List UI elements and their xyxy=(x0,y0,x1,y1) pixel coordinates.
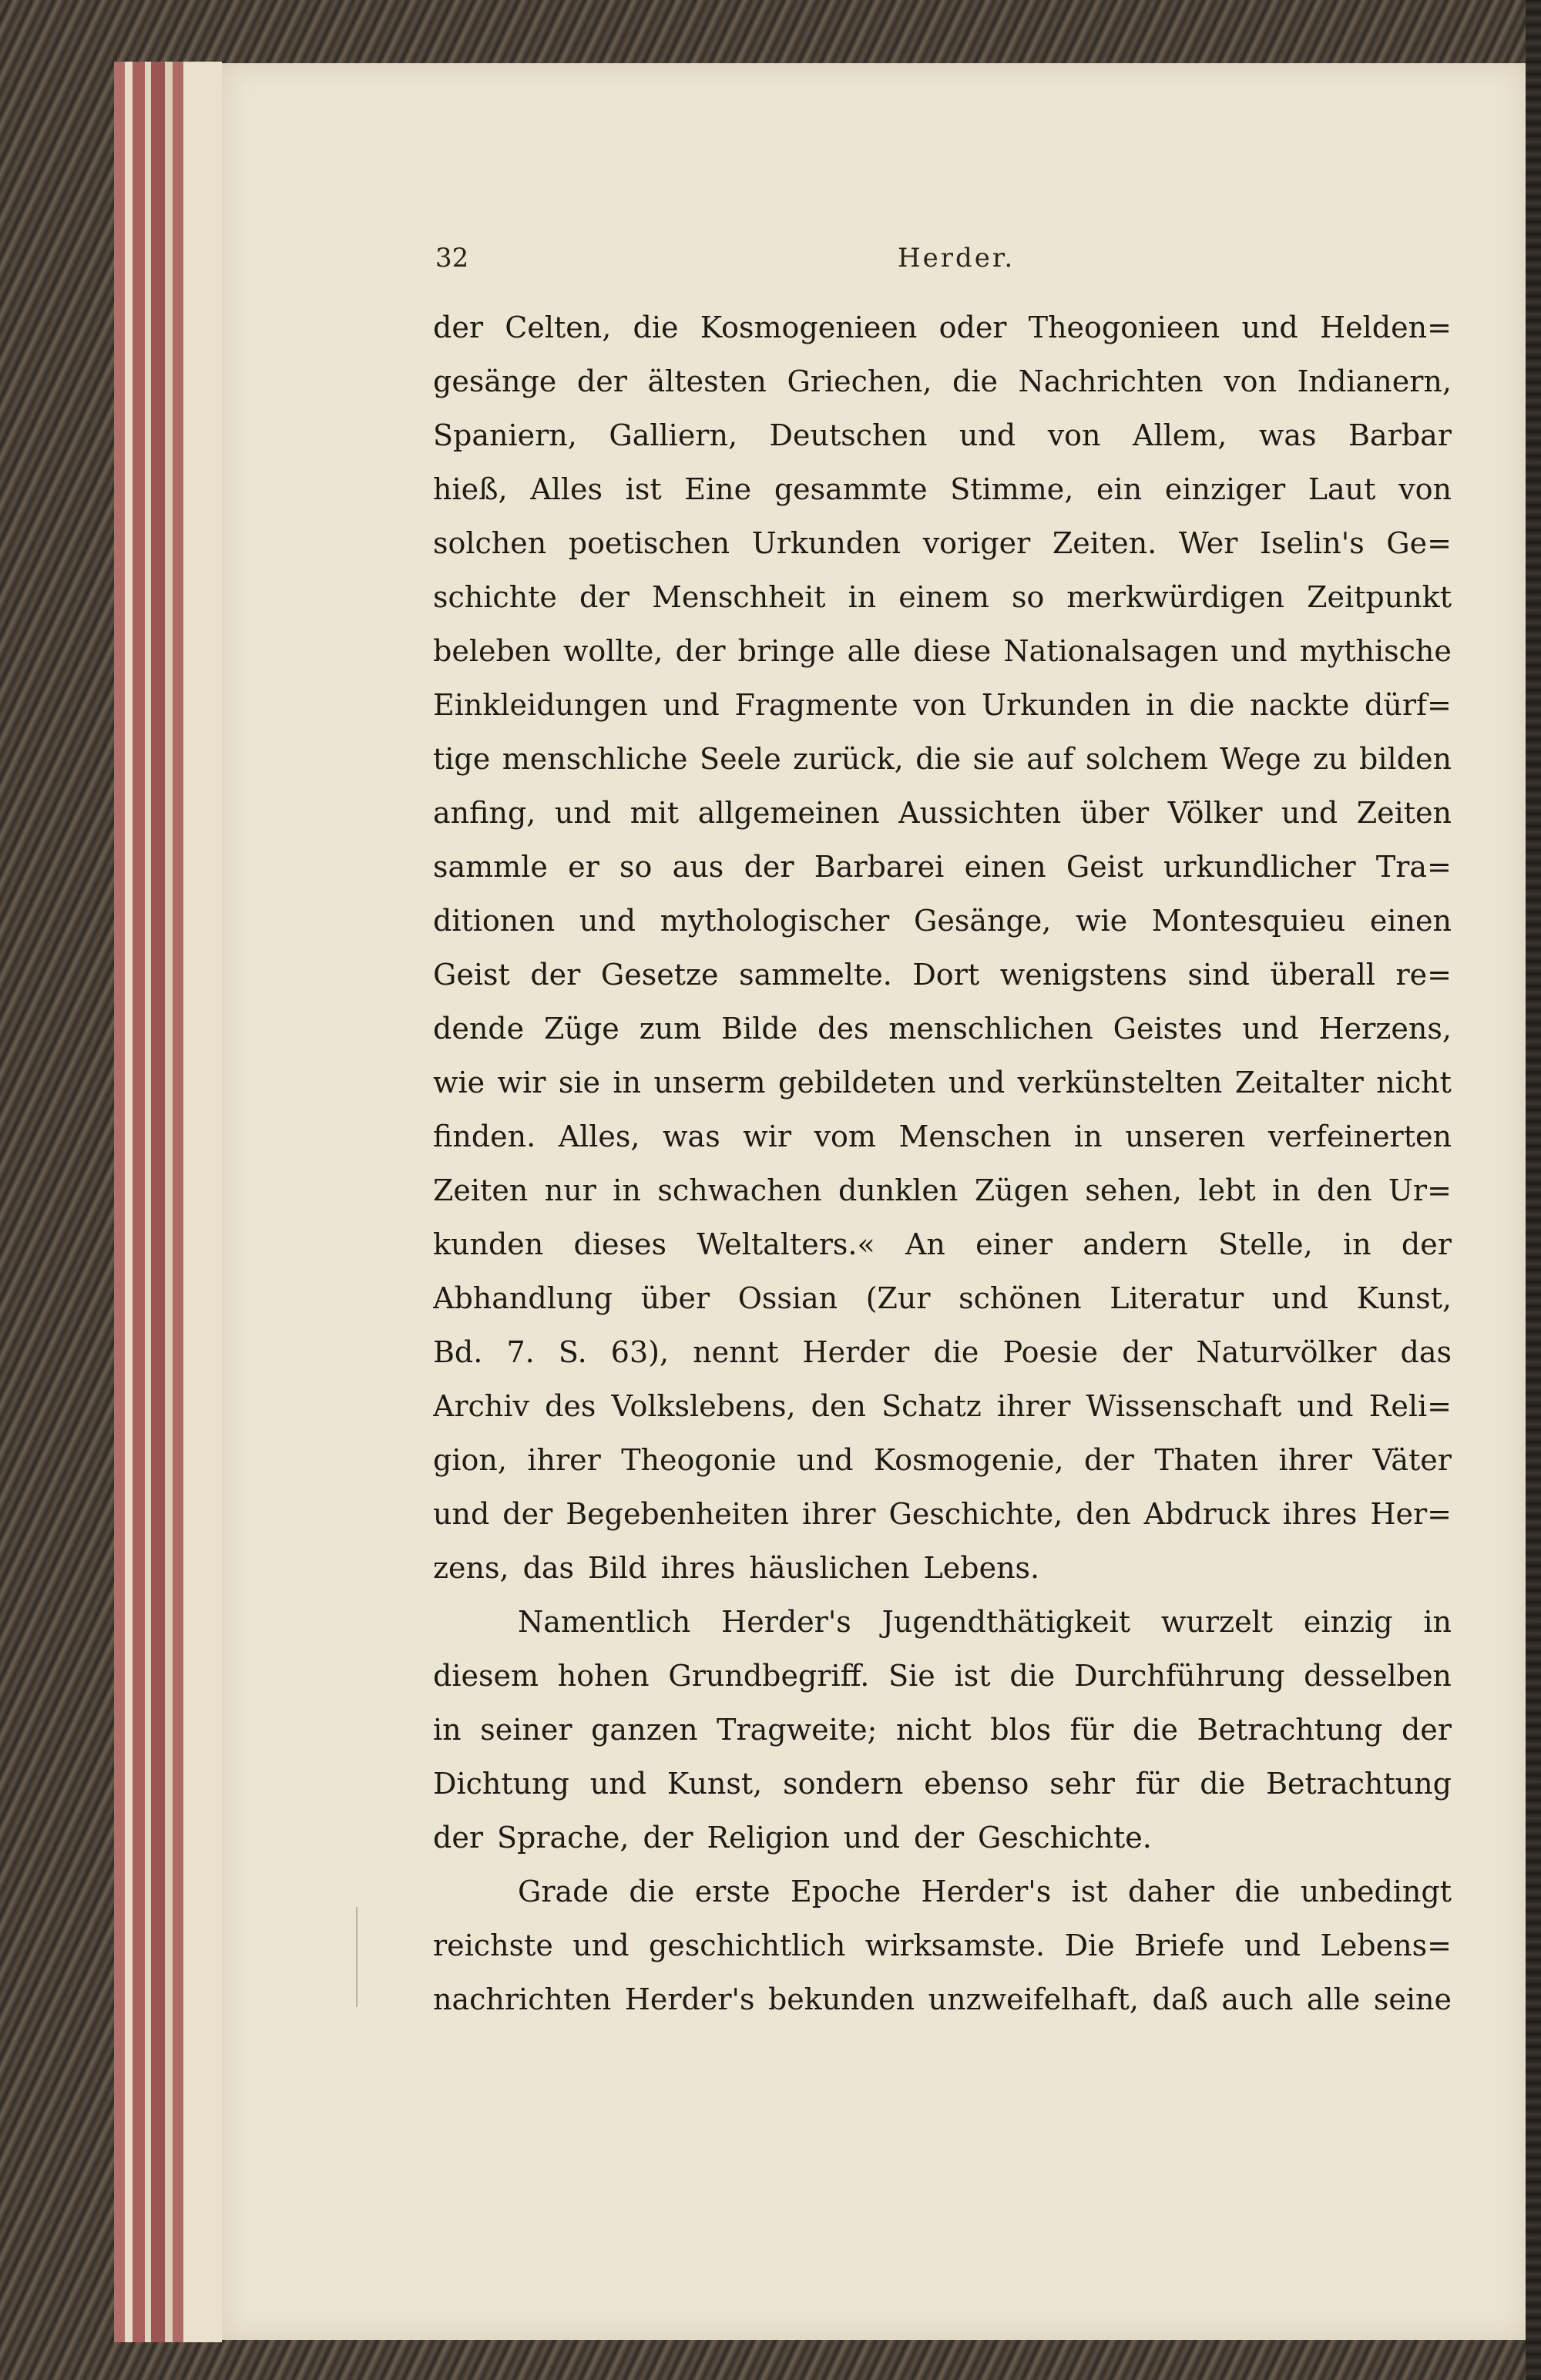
text-line: und der Begebenheiten ihrer Geschichte, den Abdruck ihres Her= xyxy=(433,1497,1452,1531)
book-cover-right-edge xyxy=(1526,0,1541,2380)
page-edge-stripe xyxy=(114,62,125,2342)
text-line: hieß, Alles ist Eine gesammte Stimme, ein einziger Laut von xyxy=(433,472,1452,506)
running-title: Herder. xyxy=(898,243,1016,274)
text-line: tige menschliche Seele zurück, die sie auf solchem Wege zu bilden xyxy=(433,742,1452,776)
text-line: Archiv des Volkslebens, den Schatz ihrer Wissenschaft und Reli= xyxy=(433,1389,1452,1423)
text-line: beleben wollte, der bringe alle diese Nationalsagen und mythische xyxy=(433,634,1452,668)
text-line: solchen poetischen Urkunden voriger Zeiten. Wer Iselin's Ge= xyxy=(433,526,1452,560)
text-line: Zeiten nur in schwachen dunklen Zügen sehen, lebt in den Ur= xyxy=(433,1173,1452,1207)
text-line: finden. Alles, was wir vom Menschen in unseren verfeinerten xyxy=(433,1120,1452,1153)
text-line: Dichtung und Kunst, sondern ebenso sehr für die Betrachtung xyxy=(433,1767,1452,1801)
text-line: gion, ihrer Theogonie und Kosmogenie, der Thaten ihrer Väter xyxy=(433,1443,1452,1477)
text-line: kunden dieses Weltalters.« An einer andern Stelle, in der xyxy=(433,1227,1452,1261)
page-edge-stripe xyxy=(145,62,151,2342)
page-number: 32 xyxy=(435,243,469,274)
page-header xyxy=(435,243,1021,281)
text-line: nachrichten Herder's bekunden unzweifelhaft, daß auch alle seine xyxy=(433,1982,1452,2016)
text-line: zens, das Bild ihres häuslichen Lebens. xyxy=(433,1551,1040,1585)
text-line: ditionen und mythologischer Gesänge, wie Montesquieu einen xyxy=(433,904,1452,938)
body-text xyxy=(433,300,1452,2026)
pencil-margin-mark xyxy=(356,1907,368,2007)
text-line: diesem hohen Grundbegriff. Sie ist die Durchführung desselben xyxy=(433,1659,1452,1693)
text-line: gesänge der ältesten Griechen, die Nachrichten von Indianern, xyxy=(433,364,1452,398)
text-line: reichste und geschichtlich wirksamste. Die Briefe und Lebens= xyxy=(433,1929,1452,1962)
page-edge-stripe xyxy=(183,62,222,2342)
text-line: wie wir sie in unserm gebildeten und verkünstelten Zeitalter nicht xyxy=(433,1066,1452,1099)
text-line: Geist der Gesetze sammelte. Dort wenigstens sind überall re= xyxy=(433,958,1452,992)
text-line: anfing, und mit allgemeinen Aussichten über Völker und Zeiten xyxy=(433,796,1452,830)
text-line: Grade die erste Epoche Herder's ist daher die unbedingt xyxy=(518,1875,1452,1908)
page-edge-stripe xyxy=(125,62,133,2342)
text-line: schichte der Menschheit in einem so merkwürdigen Zeitpunkt xyxy=(433,580,1452,614)
text-line: Abhandlung über Ossian (Zur schönen Literatur und Kunst, xyxy=(433,1281,1452,1315)
page-edge-stripe xyxy=(173,62,183,2342)
text-line: in seiner ganzen Tragweite; nicht blos für die Betrachtung der xyxy=(433,1713,1452,1747)
page-edge-stripe xyxy=(151,62,165,2342)
text-line: Namentlich Herder's Jugendthätigkeit wurzelt einzig in xyxy=(518,1605,1452,1639)
text-line: sammle er so aus der Barbarei einen Geist urkundlicher Tra= xyxy=(433,850,1452,884)
text-line: der Sprache, der Religion und der Geschichte. xyxy=(433,1821,1152,1855)
page-edge-stripe xyxy=(133,62,145,2342)
text-line: Bd. 7. S. 63), nennt Herder die Poesie der Naturvölker das xyxy=(433,1335,1452,1369)
text-line: Einkleidungen und Fragmente von Urkunden in die nackte dürf= xyxy=(433,688,1452,722)
text-line: Spaniern, Galliern, Deutschen und von Allem, was Barbar xyxy=(433,418,1452,452)
text-line: der Celten, die Kosmogenieen oder Theogonieen und Helden= xyxy=(433,311,1452,344)
page-edge-stripe xyxy=(165,62,173,2342)
text-line: dende Züge zum Bilde des menschlichen Geistes und Herzens, xyxy=(433,1012,1452,1046)
